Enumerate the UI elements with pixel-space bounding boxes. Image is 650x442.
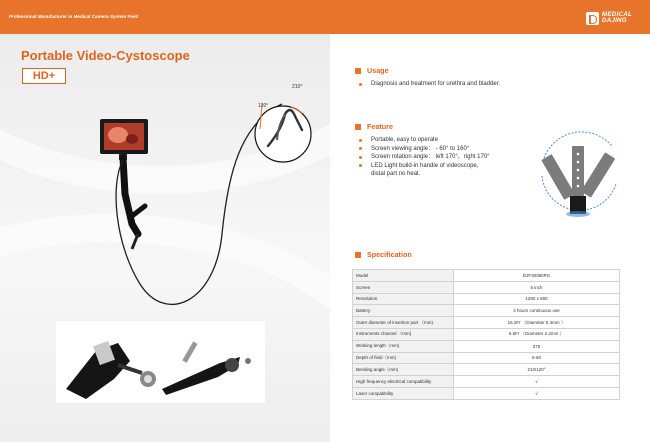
feature-item-continuation: distal part no heat. bbox=[371, 171, 421, 177]
table-row: Laser compatibility √ bbox=[353, 387, 620, 399]
header-tagline: Professional Manufacturer in Medical Camera System Field bbox=[9, 14, 139, 19]
usage-heading: Usage bbox=[355, 66, 389, 75]
table-row: Screen 5 inch bbox=[353, 281, 620, 293]
handle bbox=[123, 158, 145, 249]
logo-line-1: MEDICAL bbox=[601, 10, 632, 18]
table-row: Instruments channel （mm) 6.6Fr （Diameter 2.2mm ） bbox=[353, 328, 620, 340]
section-marker-icon bbox=[355, 124, 361, 130]
brand-logo bbox=[586, 11, 632, 25]
feature-item: Portable, easy to operate bbox=[359, 136, 490, 145]
feature-item: Screen viewing angle： - 60° to 160° bbox=[359, 145, 490, 154]
table-row: Depth of field（mm) 5-50 bbox=[353, 352, 620, 364]
table-row: Working length（mm) 370 bbox=[353, 340, 620, 352]
feature-item: LED Light build-in handle of videoscope， bbox=[359, 162, 490, 171]
logo-line-2: DAJING bbox=[601, 17, 627, 24]
product-title: Portable Video-Cystoscope bbox=[21, 48, 190, 63]
bend-angle-down-label: 120° bbox=[258, 103, 269, 109]
screen-rotation-illustration bbox=[534, 118, 624, 228]
bending-detail bbox=[255, 104, 311, 162]
specification-table bbox=[352, 269, 620, 400]
monitor-screen bbox=[100, 119, 148, 160]
product-photo-left bbox=[56, 321, 166, 403]
feature-item: Screen rotation angle： left 170°，right 170° bbox=[359, 153, 490, 162]
table-row: Outer diameter of insertion part （mm) 16.2Fr （Diameter 5.4mm ） bbox=[353, 317, 620, 329]
section-marker-icon bbox=[355, 68, 361, 74]
header-bar bbox=[0, 0, 650, 34]
usage-list bbox=[359, 80, 500, 89]
table-row: Bending angle（mm) 210/120° bbox=[353, 364, 620, 376]
bend-angle-up-label: 210° bbox=[292, 84, 303, 90]
table-row: Model DJF30380PG bbox=[353, 270, 620, 282]
product-photo-right bbox=[160, 321, 265, 403]
feature-list bbox=[359, 136, 490, 179]
table-row: Battery 4 hours continuous use bbox=[353, 305, 620, 317]
table-row: High frequency electrical compatibility √ bbox=[353, 376, 620, 388]
usage-item: Diagnosis and treatment for urethra and bladder. bbox=[359, 80, 500, 89]
logo-wordmark bbox=[602, 12, 632, 25]
logo-icon bbox=[586, 12, 599, 25]
specification-heading: Specification bbox=[355, 250, 412, 259]
table-row: Resolution 1280 x 800 bbox=[353, 293, 620, 305]
hd-badge: HD+ bbox=[22, 68, 66, 84]
feature-heading: Feature bbox=[355, 122, 393, 131]
section-marker-icon bbox=[355, 252, 361, 258]
